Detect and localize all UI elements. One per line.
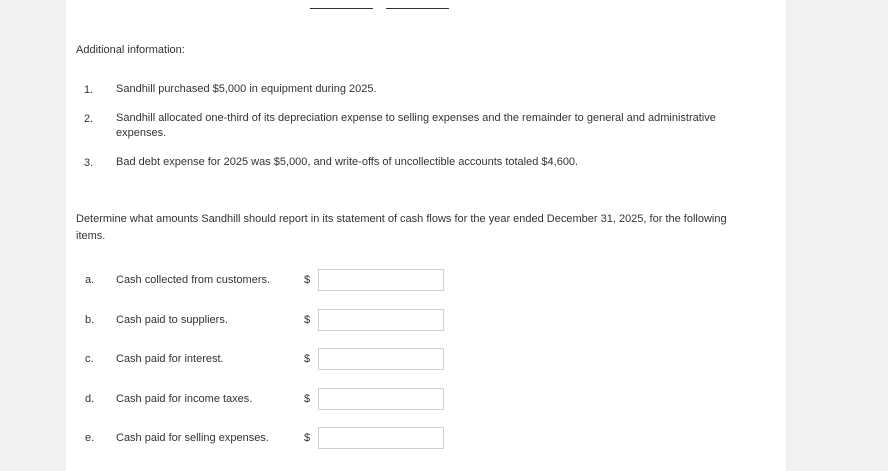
item-letter-d: d. — [85, 393, 95, 405]
cash-paid-selling-expenses-input[interactable] — [318, 427, 444, 449]
item-letter-b: b. — [85, 314, 95, 326]
item-label-cash-collected: Cash collected from customers. — [116, 274, 271, 286]
additional-info-heading: Additional information: — [76, 44, 185, 56]
cash-collected-input[interactable] — [318, 269, 444, 291]
item-letter-e: e. — [85, 432, 95, 444]
item-label-cash-paid-interest: Cash paid for interest. — [116, 353, 224, 365]
currency-symbol: $ — [304, 314, 311, 326]
cash-paid-suppliers-input[interactable] — [318, 309, 444, 331]
top-divider-right — [386, 8, 449, 9]
item-label-cash-paid-selling-expenses: Cash paid for selling expenses. — [116, 432, 269, 444]
item-label-cash-paid-suppliers: Cash paid to suppliers. — [116, 314, 228, 326]
item-letter-a: a. — [85, 274, 95, 286]
item-label-cash-paid-income-taxes: Cash paid for income taxes. — [116, 393, 253, 405]
info-text-1: Sandhill purchased $5,000 in equipment during 2025. — [116, 83, 377, 95]
currency-symbol: $ — [304, 274, 311, 286]
cash-paid-income-taxes-input[interactable] — [318, 388, 444, 410]
top-divider-left — [310, 8, 373, 9]
item-letter-c: c. — [85, 353, 94, 365]
info-number-1: 1. — [84, 84, 94, 96]
info-text-3: Bad debt expense for 2025 was $5,000, and write-offs of uncollectible accounts totaled $4,600. — [116, 156, 579, 168]
currency-symbol: $ — [304, 353, 311, 365]
info-text-2: Sandhill allocated one-third of its depreciation expense to selling expenses and the remainder to general and administrative expenses. — [116, 112, 716, 139]
content-panel — [66, 0, 786, 471]
cash-paid-interest-input[interactable] — [318, 348, 444, 370]
currency-symbol: $ — [304, 432, 311, 444]
info-number-2: 2. — [84, 113, 94, 125]
question-text: Determine what amounts Sandhill should report in its statement of cash flows for the year ended December 31, 2025, for the following items. — [76, 213, 727, 242]
currency-symbol: $ — [304, 393, 311, 405]
info-number-3: 3. — [84, 157, 94, 169]
